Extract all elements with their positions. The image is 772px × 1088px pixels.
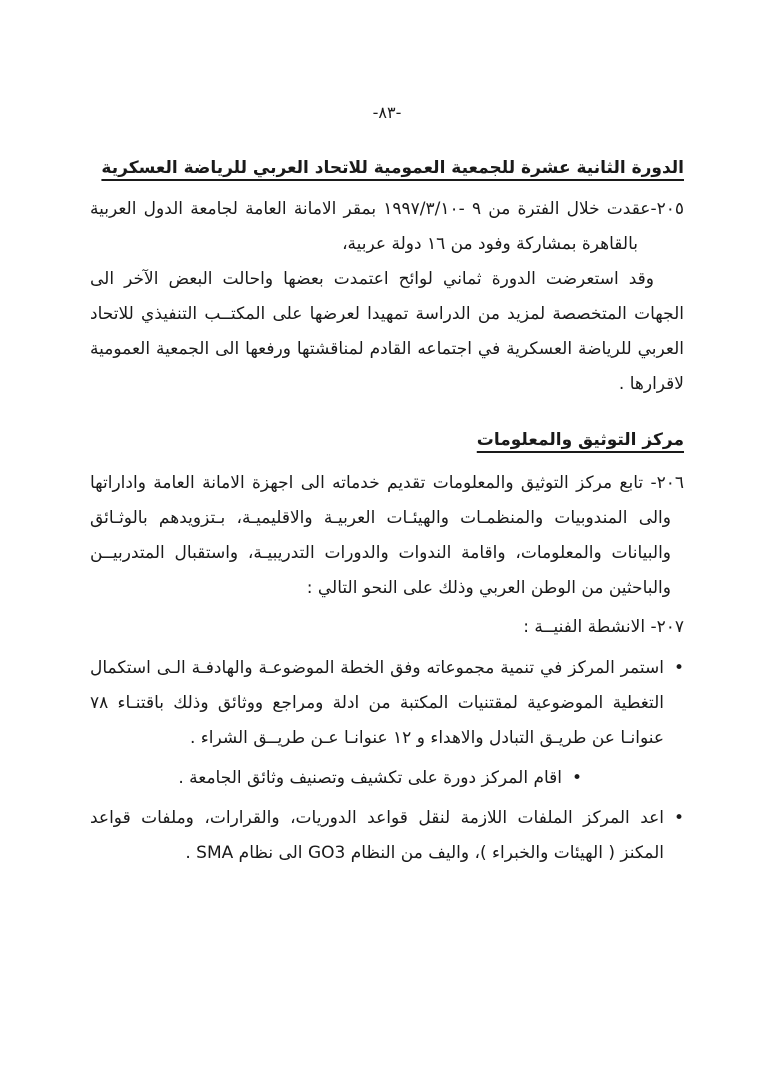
document-title-text: الدورة الثانية عشرة للجمعية العمومية للاتحاد العربي للرياضة العسكرية <box>101 158 684 178</box>
section-heading-text: مركز التوثيق والمعلومات <box>476 430 684 450</box>
list-item-text: استمر المركز في تنمية مجموعاته وفق الخطة الموضوعـة والهادفـة الـى استكمال التغطية الموضوعية لمقتنيات المكتبة من ادلة ومراجع ووثائق وذلك باقتنـاء ٧٨ عنوانـا عن طريـق التبادل والاهداء و ١٢ عنوانـا عـن طريــق الشراء . <box>90 658 664 748</box>
list-item <box>90 761 582 796</box>
bullet-icon: • <box>571 768 582 788</box>
list-item-text: اعد المركز الملفات اللازمة لنقل قواعد الدوريات، والقرارات، وملفات قواعد المكنز ( الهيئات والخبراء )، واليف من النظام GO3 الى نظام SMA . <box>90 808 664 863</box>
list-item <box>90 801 684 871</box>
page-number: -٨٣- <box>372 103 402 122</box>
bullet-icon: • <box>673 808 684 828</box>
paragraph-207-heading: ٢٠٧- الانشطة الفنيــة : <box>523 617 684 637</box>
paragraph-205: ٢٠٥-عقدت خلال الفترة من ٩ -١٩٩٧/٣/١٠ بمقر الامانة العامة لجامعة الدول العربية بالقاهرة بمشاركة وفود من ١٦ دولة عربية، <box>90 199 684 254</box>
bullet-icon: • <box>673 658 684 678</box>
section-heading-documentation-center <box>90 426 684 454</box>
list-item-text: اقام المركز دورة على تكشيف وتصنيف وثائق الجامعة . <box>178 768 562 788</box>
paragraph-205-continued: وقد استعرضت الدورة ثماني لوائح اعتمدت بعضها واحالت البعض الآخر الى الجهات المتخصصة لمزيد من الدراسة تمهيدا لعرضها على المكتــب التنفيذي للاتحاد العربي للرياضة العسكرية في اجتماعه القادم لمناقشتها ورفعها الى الجمعية العمومية لاقرارها . <box>90 269 684 394</box>
paragraph-206: ٢٠٦- تابع مركز التوثيق والمعلومات تقديم خدماته الى اجهزة الامانة العامة واداراتها والى المندوبيات والمنظمـات والهيئـات العربيـة والاقليميـة، بـتزويدهم بالوثـائق والبيانات والمعلومات، واقامة الندوات والدورات التدريبيـة، واستقبال المتدربيــن والباحثين من الوطن العربي وذلك على النحو التالي : <box>90 473 684 598</box>
document-title <box>90 154 684 182</box>
activities-bullet-list <box>90 651 684 871</box>
list-item <box>90 651 684 756</box>
